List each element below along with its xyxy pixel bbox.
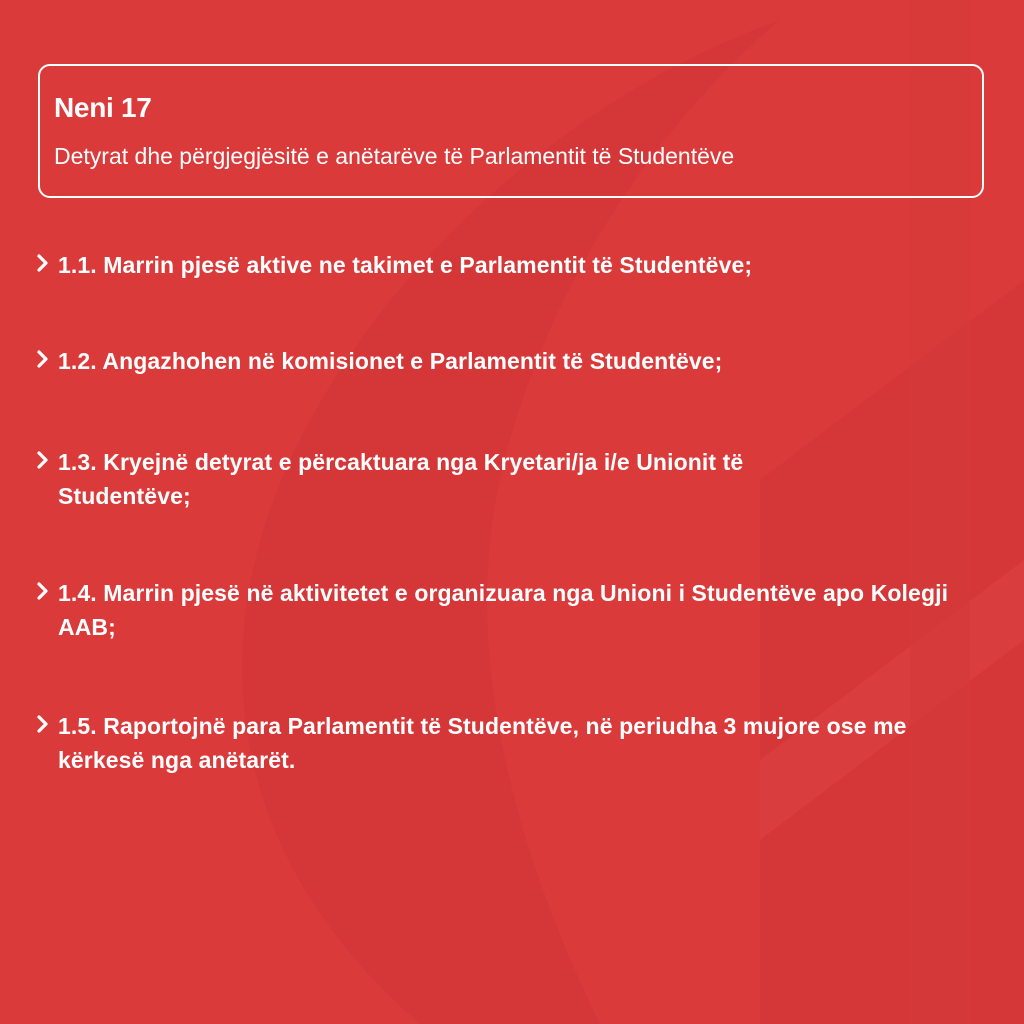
chevron-right-icon (36, 349, 50, 369)
chevron-right-icon (36, 253, 50, 273)
list-item-text: 1.3. Kryejnë detyrat e përcaktuara nga Kryetari/ja i/e Unionit të Studentëve; (58, 449, 744, 509)
article-subtitle: Detyrat dhe përgjegjësitë e anëtarëve të Parlamentit të Studentëve (54, 143, 735, 169)
chevron-right-icon (36, 581, 50, 601)
chevron-right-icon (36, 450, 50, 470)
list-item-text: 1.1. Marrin pjesë aktive ne takimet e Parlamentit të Studentëve; (58, 252, 753, 278)
chevron-right-icon (36, 714, 50, 734)
list-item-text: 1.2. Angazhohen në komisionet e Parlamentit të Studentëve; (58, 348, 723, 374)
article-title: Neni 17 (54, 92, 152, 123)
list-item-text: 1.5. Raportojnë para Parlamentit të Studentëve, në periudha 3 mujore ose me kërkesë nga anëtarët. (58, 713, 907, 773)
list-item-text: 1.4. Marrin pjesë në aktivitetet e organizuara nga Unioni i Studentëve apo Kolegji AAB; (58, 580, 949, 640)
